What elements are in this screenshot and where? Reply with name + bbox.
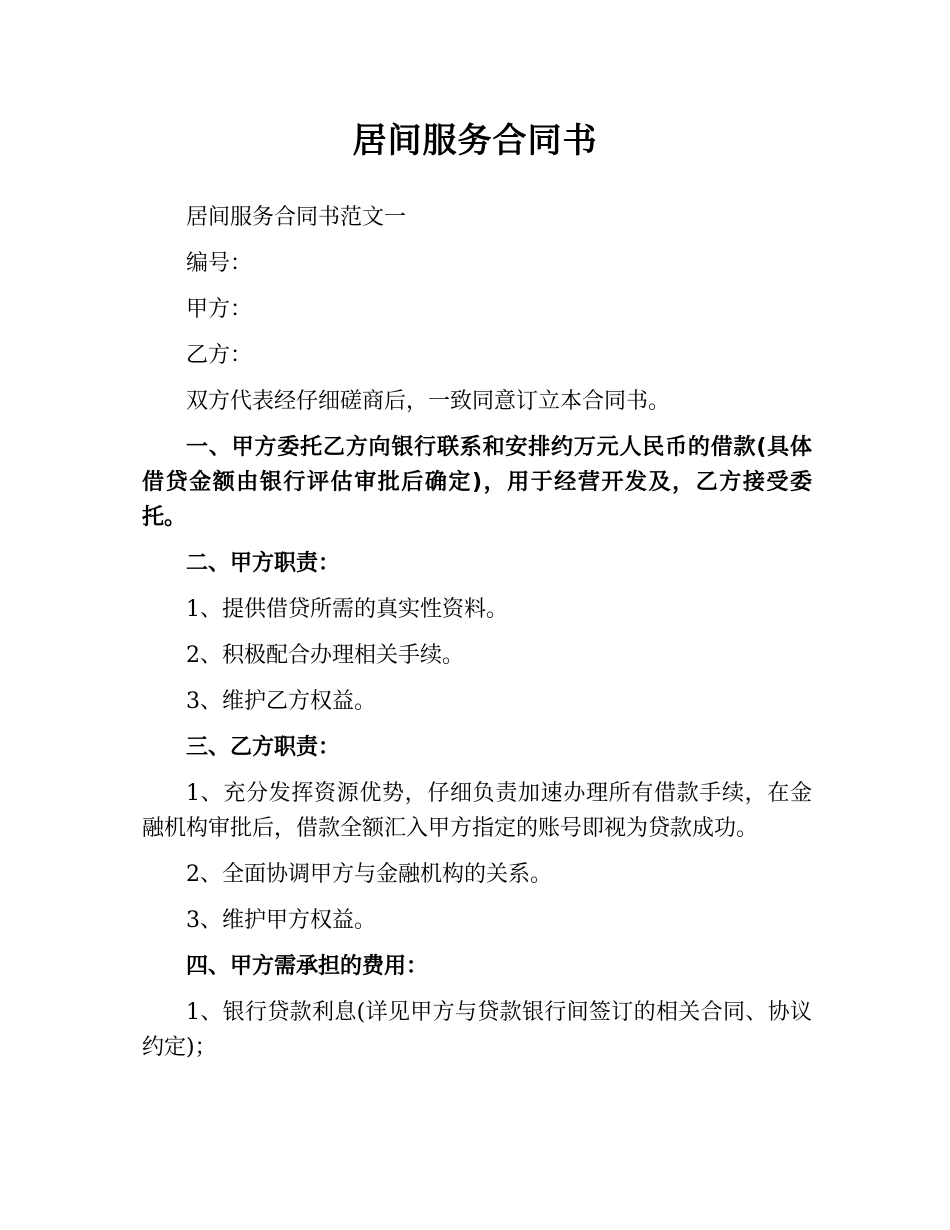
section-2-item-1: 1、提供借贷所需的真实性资料。	[186, 597, 508, 622]
document-body	[142, 200, 812, 1076]
paragraph-party-b: 乙方：	[186, 343, 253, 368]
section-3-item-1: 1、充分发挥资源优势，仔细负责加速办理所有借款手续，在金融机构审批后，借款全额汇入甲方指定的账号即视为贷款成功。	[142, 781, 812, 841]
paragraph-agreement: 双方代表经仔细磋商后，一致同意订立本合同书。	[186, 389, 671, 414]
paragraph-subtitle: 居间服务合同书范文一	[186, 205, 407, 230]
section-2-item-3: 3、维护乙方权益。	[186, 689, 376, 714]
paragraph-party-a: 甲方：	[186, 297, 253, 322]
section-2-item-2: 2、积极配合办理相关手续。	[186, 643, 464, 668]
section-2-heading: 二、甲方职责：	[186, 551, 341, 576]
section-3-heading: 三、乙方职责：	[186, 735, 341, 760]
section-3-item-3: 3、维护甲方权益。	[186, 908, 376, 933]
section-4-heading: 四、甲方需承担的费用：	[186, 954, 429, 979]
section-3-item-2: 2、全面协调甲方与金融机构的关系。	[186, 862, 552, 887]
section-1-heading: 一、甲方委托乙方向银行联系和安排约万元人民币的借款(具体借贷金额由银行评估审批后确定)，用于经营开发及，乙方接受委托。	[142, 435, 812, 530]
section-4-item-1: 1、银行贷款利息(详见甲方与贷款银行间签订的相关合同、协议约定)；	[142, 1000, 812, 1060]
paragraph-number: 编号：	[186, 251, 253, 276]
document-title: 居间服务合同书	[352, 121, 598, 161]
